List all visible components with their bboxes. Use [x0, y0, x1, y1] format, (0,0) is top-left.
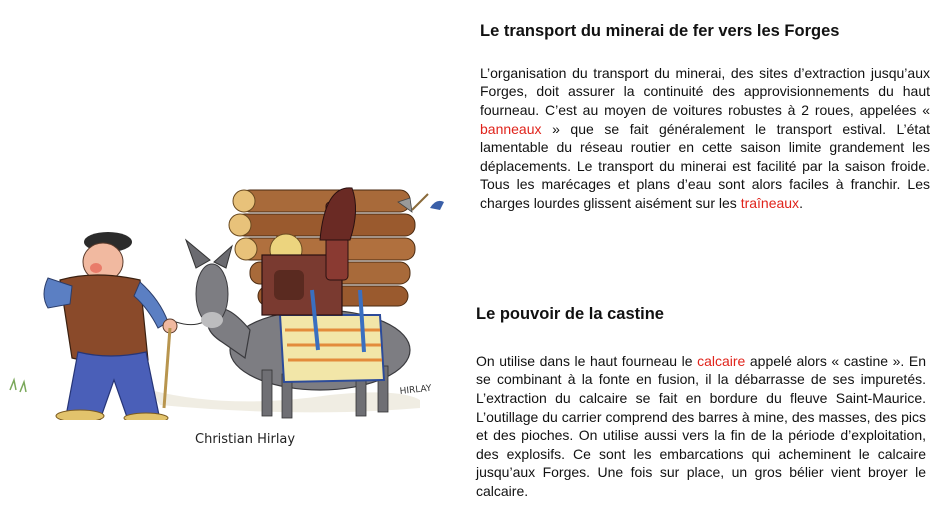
section-castine [476, 305, 926, 501]
body-text: L’organisation du transport du minerai, des sites d’extraction jusqu’aux Forges, doit assurer la continuité des approvisionnements du haut fourneau. C’est au moyen de voitures robustes à 2 roues, appelées « [480, 64, 930, 118]
old-man-figure [44, 232, 214, 420]
body-text: . [799, 194, 803, 211]
section-title-transport: Le transport du minerai de fer vers les Forges [480, 22, 840, 40]
artist-signature: HIRLAY [399, 383, 432, 397]
link-calcaire[interactable]: calcaire [697, 352, 746, 369]
illustration-man-and-donkey [0, 90, 450, 420]
section-body-transport [480, 64, 930, 213]
link-banneaux[interactable]: banneaux [480, 120, 542, 137]
body-text: On utilise dans le haut fourneau le [476, 352, 698, 369]
section-transport [480, 22, 930, 213]
illustration-caption: Christian Hirlay [195, 432, 296, 447]
link-traineaux[interactable]: traîneaux [740, 194, 800, 211]
section-body-castine [476, 352, 926, 501]
body-text: appelé alors « castine ». En se combinant à la fonte en fusion, il la débarrasse de ses impuretés. L’extraction du calcaire se fait en bordure du fleuve Saint-Maurice. L’outillage du carrier comprend des barres à mine, des masses, des pics et des pioches. On utilise aussi vers la fin de la période d’exploitation, des explosifs. Ce sont les embarcations qui acheminent le calcaire jusqu’aux Forges. Une fois sur place, un gros bélier vient broyer le calcaire. [476, 352, 926, 499]
section-title-castine: Le pouvoir de la castine [476, 305, 664, 323]
body-text: » que se fait généralement le transport estival. L’état lamentable du réseau routier en cette saison limite grandement les déplacements. Le transport du minerai est facilité par la saison froide. Tous les marécages et plans d’eau sont alors faciles à franchir. Les charges lourdes glissent aisément sur les [480, 120, 930, 211]
